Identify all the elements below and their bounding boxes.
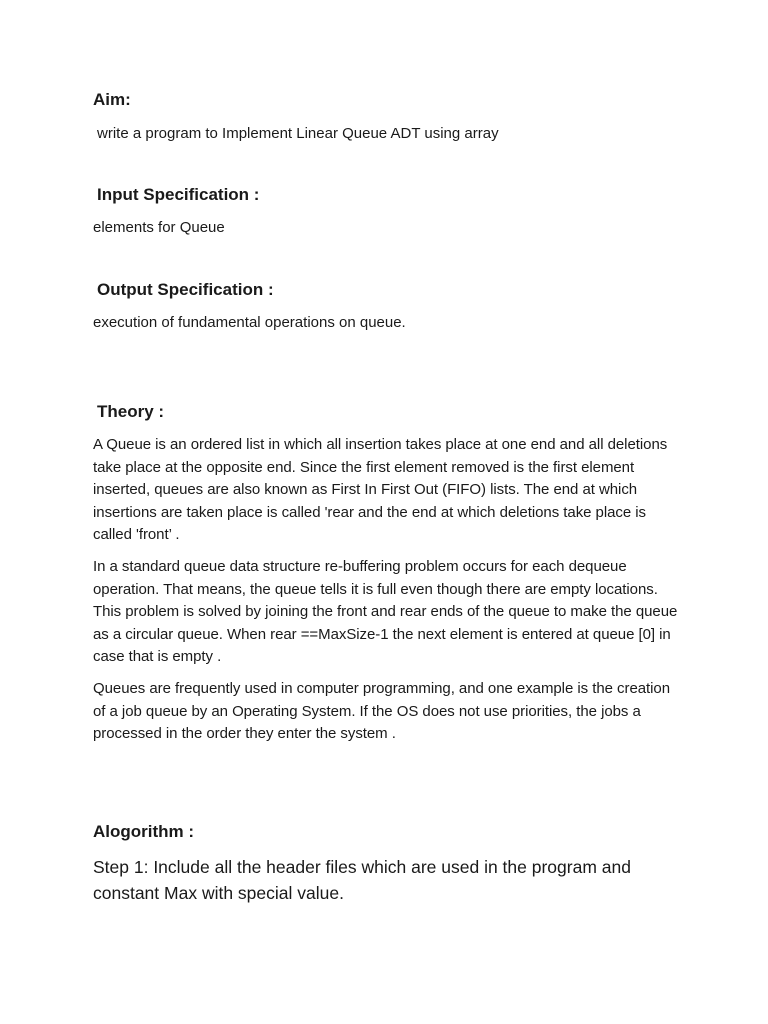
output-spec-heading: Output Specification : (97, 280, 274, 299)
theory-paragraph-3: Queues are frequently used in computer programming, and one example is the creation of a job queue by an Operating System. If the OS does not use priorities, the jobs a processed in the order they enter the system . (93, 680, 671, 742)
algorithm-step-1: Step 1: Include all the header files which are used in the program and constant Max with special value. (93, 857, 631, 903)
theory-heading: Theory : (97, 402, 165, 421)
input-spec-text: elements for Queue (93, 219, 225, 236)
input-spec-heading: Input Specification : (97, 185, 260, 204)
theory-paragraph-2: In a standard queue data structure re-buffering problem occurs for each dequeue operation. That means, the queue tells it is full even though there are empty locations. This problem is solved by joining the front and rear ends of the queue to make the queue as a circular queue. When rear ==MaxSize-1 the next element is entered at queue [0] in case that is empty . (93, 558, 678, 665)
aim-text: write a program to Implement Linear Queue ADT using array (97, 125, 499, 142)
algorithm-heading: Alogorithm : (93, 822, 195, 841)
theory-paragraph-1: A Queue is an ordered list in which all insertion takes place at one end and all deletions take place at the opposite end. Since the first element removed is the first element inserted, queues are also known as First In First Out (FIFO) lists. The end at which insertions are taken place is called 'rear and the end at which deletions take place is called 'front’ . (93, 436, 668, 543)
output-spec-text: execution of fundamental operations on queue. (93, 314, 406, 331)
aim-heading: Aim: (93, 90, 131, 109)
